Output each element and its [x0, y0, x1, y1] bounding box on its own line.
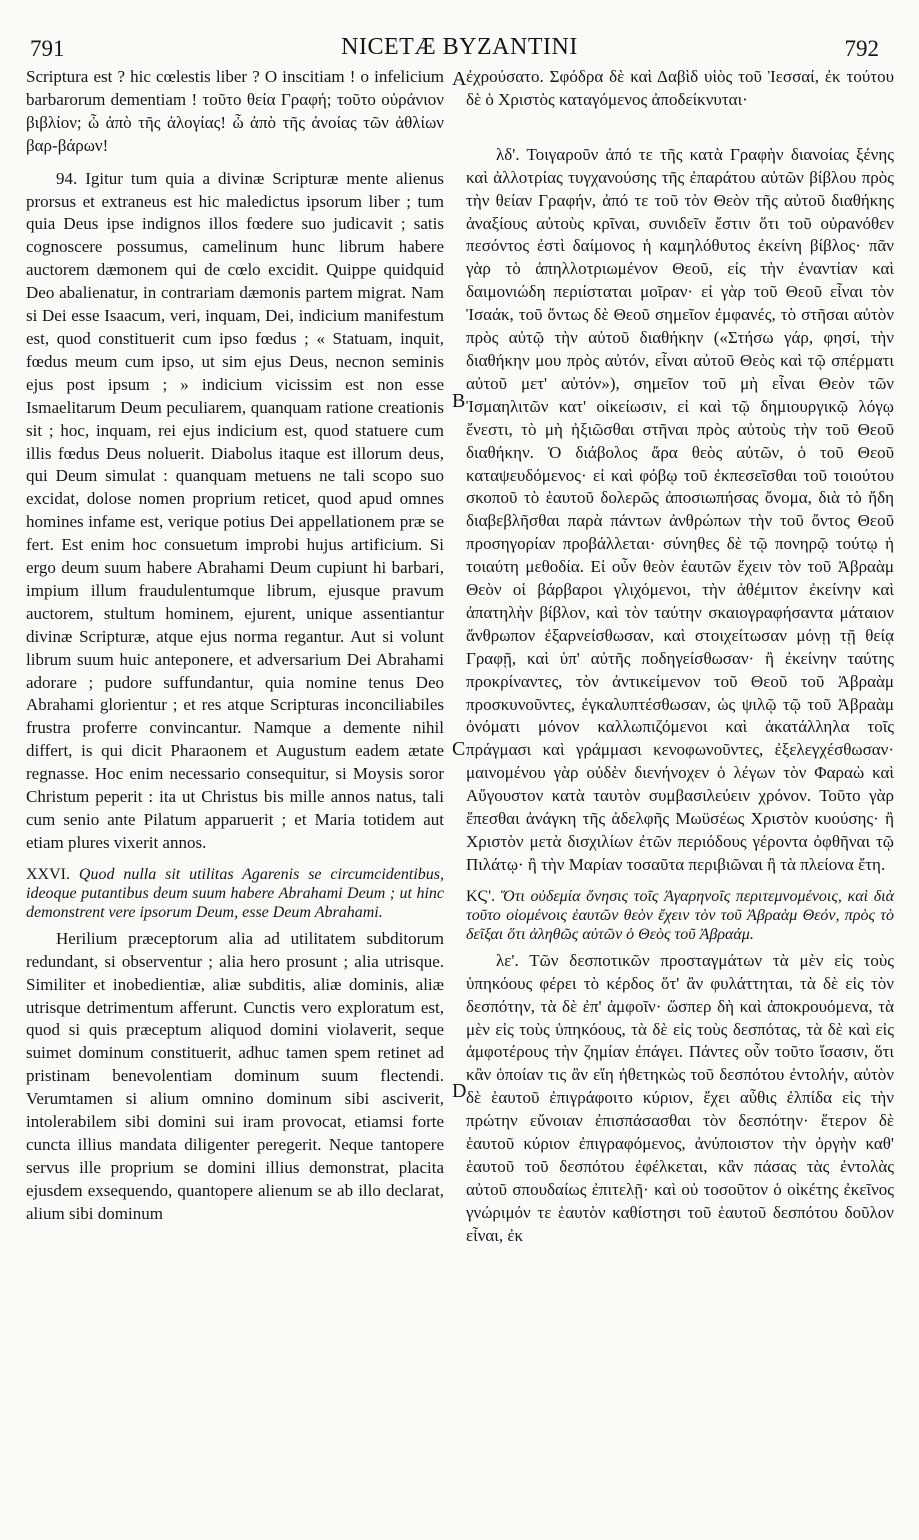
- latin-intro: Scriptura est ? hic cœlestis liber ? O inscitiam ! o infelicium barbarorum dementiam ! τοῦτο θεία Γραφή; τοῦτο οὐράνιον βιβλίον; ὦ ἀπὸ τῆς ἀλογίας! ὦ ἀπὸ τῆς ἀνοίας τῶν ἀθλίων βαρ-βάρων!: [26, 67, 444, 155]
- page-header: [0, 30, 919, 64]
- latin-section-title: Quod nulla sit utilitas Agarenis se circumcidentibus, ideoque putantibus deum suum habere Abrahami Deum ; ut hinc demonstrent vere ipsorum Deum, esse Deum Abrahami.: [26, 865, 445, 921]
- margin-letter-d: D: [452, 1080, 467, 1102]
- greek-paragraph-35: λε'. Τῶν δεσποτικῶν προσταγμάτων τὰ μὲν εἰς τοὺς ὑπηκόους φέρει τὸ κέρδος ὅτ' ἂν φυλάττηται, τὰ δὲ εἰς τὸν δεσπότην, τὰ δὲ ἐπ' ἀμφοῖν· ὥσπερ δὴ καὶ ἀποκρουόμενα, τὰ μὲν εἰς τοὺς ὑπηκόους, τὰ δὲ εἰς τοὺς δεσπότας, τὰ δὲ καὶ εἰς ἀμφοτέρους τὴν ζημίαν ἐπάγει. Πάντες οὖν τοῦτο ἴσασιν, ὅτι κἂν ὁποίαν τις ἂν εἴη ἠθετηκὼς τοῦ δεσπότου ἐντολήν, αὐτὸν δὲ ἑαυτοῦ ἐπιγράφοιτο κύριον, ἔχει αὖθις ἐλπίδα εἰς τὴν πρώτην εὔνοιαν ἐπισπάσασθαι τὸν δεσπότην· ἕτερον δὲ ἑαυτοῦ κύριον ἐπιγραφόμενος, ἀνύποιστον τὴν ὀργὴν καθ' ἑαυτοῦ τοῦ δεσπότου ἐφέλκεται, κἂν πάσας τὰς ἐντολὰς αὐτοῦ σπουδαίως ἐπιτελῇ· καὶ οὐ τοσοῦτον ὁ οἰκέτης ἐκεῖνος γνώριμόν τε ἑαυτὸν καθίστησι τοῦ ἑαυτοῦ δεσπότου δοῦλον εἶναι, ἐκ: [466, 950, 894, 1245]
- greek-section-title: Ὅτι οὐδεμία ὄνησις τοῖς Ἀγαρηνοῖς περιτεμνομένοις, καὶ διὰ τοῦτο οἰομένοις ἑαυτῶν θεὸν ἔχειν τὸν τοῦ Ἀβραὰμ Θεόν, πρὸς τὸ δεῖξαι ὅτι ἀληθῶς αὐτῶν ὁ Θεὸς τοῦ Ἀβραάμ.: [466, 887, 895, 943]
- margin-letter-c: C: [452, 738, 466, 760]
- latin-column: [26, 66, 444, 1226]
- running-title: NICETÆ BYZANTINI: [341, 34, 578, 60]
- latin-section-heading: [26, 865, 444, 922]
- margin-letter-a: A: [452, 68, 467, 90]
- greek-section-heading: [466, 887, 894, 944]
- page-number-right: 792: [844, 36, 879, 61]
- greek-intro: ἐχρούσατο. Σφόδρα δὲ καὶ Δαβὶδ υἱὸς τοῦ Ἰεσσαί, ἐκ τούτου δὲ ὁ Χριστὸς καταγόμενος ἀποδείκνυται·: [466, 67, 894, 109]
- latin-paragraph-94: 94. Igitur tum quia a divinæ Scripturæ mente alienus prorsus et extraneus est hic maledictus ipsorum liber ; tum quia Deus ipse indignos illos fœdere suo judicavit ; satis cognoscere possumus, camelinum hunc librum habere auctorem dæmonem qui de cœlo excidit. Quippe quidquid Deo abalienatur, in contrariam dæmonis partem migrat. Nam si Dei esse Isaacum, veri, inquam, Dei, indicium manifestum est, quod constituerit cum ipso fœdus ; « Statuam, inquit, fœdus meum cum ipso, ut sim ejus Deus, necnon seminis ejus post ipsum ; » indicium vicissim est non esse Ismaelitarum Deum peculiarem, quanquam ratione creationis sit ; hoc, inquam, rei ejus indicium est, quod statuere cum illis fœdus Deus noluerit. Diabolus itaque est illorum deus, qui Deum simulat : quanquam metuens ne tali scopo suo excidat, dolose nomen proprium reticet, quod apud omnes homines infame est, verique potius Dei appellationem præ se fert. Est enim hoc consuetum improbi hujus artificium. Si ergo deum suum habere Abrahami Deum cupiunt hi barbari, impium illum fraudulentumque librum, ejusque pravum auctorem, stultum hominem, ejurent, unique assentiantur divinæ Scripturæ, atque ejus norma regantur. Aut si volunt librum suum huic anteponere, et adversarium Dei Abrahami adorare ; pudore suffundantur, quia nomine tenus Deo Abrahami glorientur ; et res atque Scripturas inconciliabiles frustra proferre convincantur. Namque a demente nihil differt, is qui dicit Pharaonem et Augustum eadem ætate regnasse. Hoc enim necessario consequitur, si Moysis soror Christum peperit : ita ut Christus bis mille annos natus, tali cum senio ante Pilatum apparuerit ; et Maria totidem aut etiam plures vixerit annos.: [26, 168, 444, 852]
- page-number-left: 791: [30, 36, 65, 61]
- latin-section-number: XXVI.: [26, 865, 70, 883]
- latin-paragraph-final: Herilium præceptorum alia ad utilitatem subditorum redundant, si observentur ; alia hero prosunt ; alia utrisque. Similiter et inobedientiæ, aliæ subditis, aliæ dominis, aliæ utrisque detrimentum afferunt. Cunctis vero exploratum est, quod si quis præceptum aliquod domini violaverit, seque suimet dominum constituerit, adhuc tamen spem retinet ad pristinam benevolentiam dominum suum flectendi. Verumtamen si alium omnino dominum sibi asciverit, intolerabilem sibi domini sui iram provocat, etiamsi forte cuncta illius mandata diligenter peregerit. Neque tantopere servus ille proprium se domini illius demonstrat, placita ejusdem exsequendo, quantopere alienum se ab illo declarat, alium sibi dominum: [26, 928, 444, 1223]
- greek-section-number: ΚϚ'.: [466, 887, 496, 905]
- greek-paragraph-34: λδ'. Τοιγαροῦν ἀπό τε τῆς κατὰ Γραφὴν διανοίας ξένης καὶ ἀλλοτρίας τυγχανούσης τῆς ἐπαράτου αὐτῶν βίβλου πρὸς τὴν θείαν Γραφήν, ἀπό τε τοῦ τὸν Θεὸν τῆς αὐτοῦ διαθήκης ἀναξίους αὐτοὺς κρῖναι, συνιδεῖν ἔστιν ὅτι τοῦ οὐρανόθεν πεσόντος ἐστὶ δαίμονος ἡ καμηλόθυτος ἐκείνη βίβλος· πᾶν γὰρ τὸ ἀπηλλοτριωμένον Θεοῦ, εἰς τὴν ἐναντίαν καὶ δαιμονιώδη περιίσταται μοῖραν· εἰ γὰρ τοῦ Θεοῦ εἶναι τὸν Ἰσαάκ, τοῦ ὄντως δὲ Θεοῦ σημεῖον ἐμφανές, τὸ στῆσαι αὐτὸν πρὸς αὐτῷ τὴν αὐτοῦ διαθήκην («Στήσω γάρ, φησί, τὴν διαθήκην μου πρὸς αὐτόν, εἶναι αὐτοῦ Θεὸς καὶ τῷ σπέρματι αὐτοῦ μετ' αὐτόν»), σημεῖον τοῦ μὴ εἶναι Θεὸν τῶν Ἰσμαηλιτῶν κατ' οἰκείωσιν, εἰ καὶ τῷ δημιουργικῷ λόγῳ ἔνεστι, τὸ μὴ ἠξιῶσθαι στῆναι πρὸς αὐτοὺς τὴν τοῦ Θεοῦ διαθήκην. Ὁ διάβολος ἄρα θεὸς αὐτῶν, ὁ τοῦ Θεοῦ καταψευδόμενος· εἰ καὶ φόβῳ τοῦ ἐκπεσεῖσθαι τοῦ τοιούτου σκοποῦ τὸ ἑαυτοῦ δολερῶς ἀποσιωπήσας ὄνομα, διὰ τὸ ἤδη διαβεβλῆσθαι παρὰ πάντων ἀνθρώπων τὴν τοῦ ὄντος Θεοῦ προσηγορίαν προβάλλεται· σύνηθες δὲ τῷ πονηρῷ τούτῳ ἡ τοιαύτη μεθοδία. Εἰ οὖν θεὸν ἑαυτῶν ἔχειν τὸν τοῦ Ἀβραὰμ Θεὸν οἱ βάρβαροι γλιχόμενοι, τὴν ἀθέμιτον ἐκείνην καὶ ἀπατηλὴν βίβλον, καὶ τὸν ταύτην σκαιογραφήσαντα μάταιον ἄνθρωπον ἐξαρνείσθωσαν, καὶ στοιχείτωσαν μόνῃ τῇ θείᾳ Γραφῇ, καὶ ὑπ' αὐτῆς ποδηγείσθωσαν· ἢ ἐκείνην ταύτης προκρίναντες, τὸν ἀντικείμενον τοῦ Θεοῦ τοῦ Ἀβραὰμ προσκυνοῦντες, ἐγκαλυπτέσθωσαν, ὡς ψιλῷ τῷ τοῦ Ἀβραὰμ ὀνόματι μόνον καλλωπιζόμενοι καὶ ἀκατάλληλα τοῖς πράγμασι καὶ γράμμασι κενοφωνοῦντες, ἐξελεγχέσθωσαν· μαινομένου γὰρ οὐδὲν διενήνοχεν ὁ λέγων τὸν Φαραὼ καὶ Αὔγουστον κατὰ ταυτὸν συμβασιλεύειν χρόνον. Τοῦτο γὰρ ἕπεσθαι ἀνάγκη τῆς ἀδελφῆς Μωϋσέως Χριστὸν κυούσης· ἢ Χριστὸν μετὰ δισχιλίων ἐτῶν περιόδους γέροντα ὀφθῆναι τῷ Πιλάτῳ· ἢ τὴν Μαρίαν τοσαῦτα περιβιῶναι ἢ τὰ πλείονα ἔτη.: [466, 144, 894, 874]
- greek-column: [466, 66, 894, 1248]
- margin-letter-b: B: [452, 390, 466, 412]
